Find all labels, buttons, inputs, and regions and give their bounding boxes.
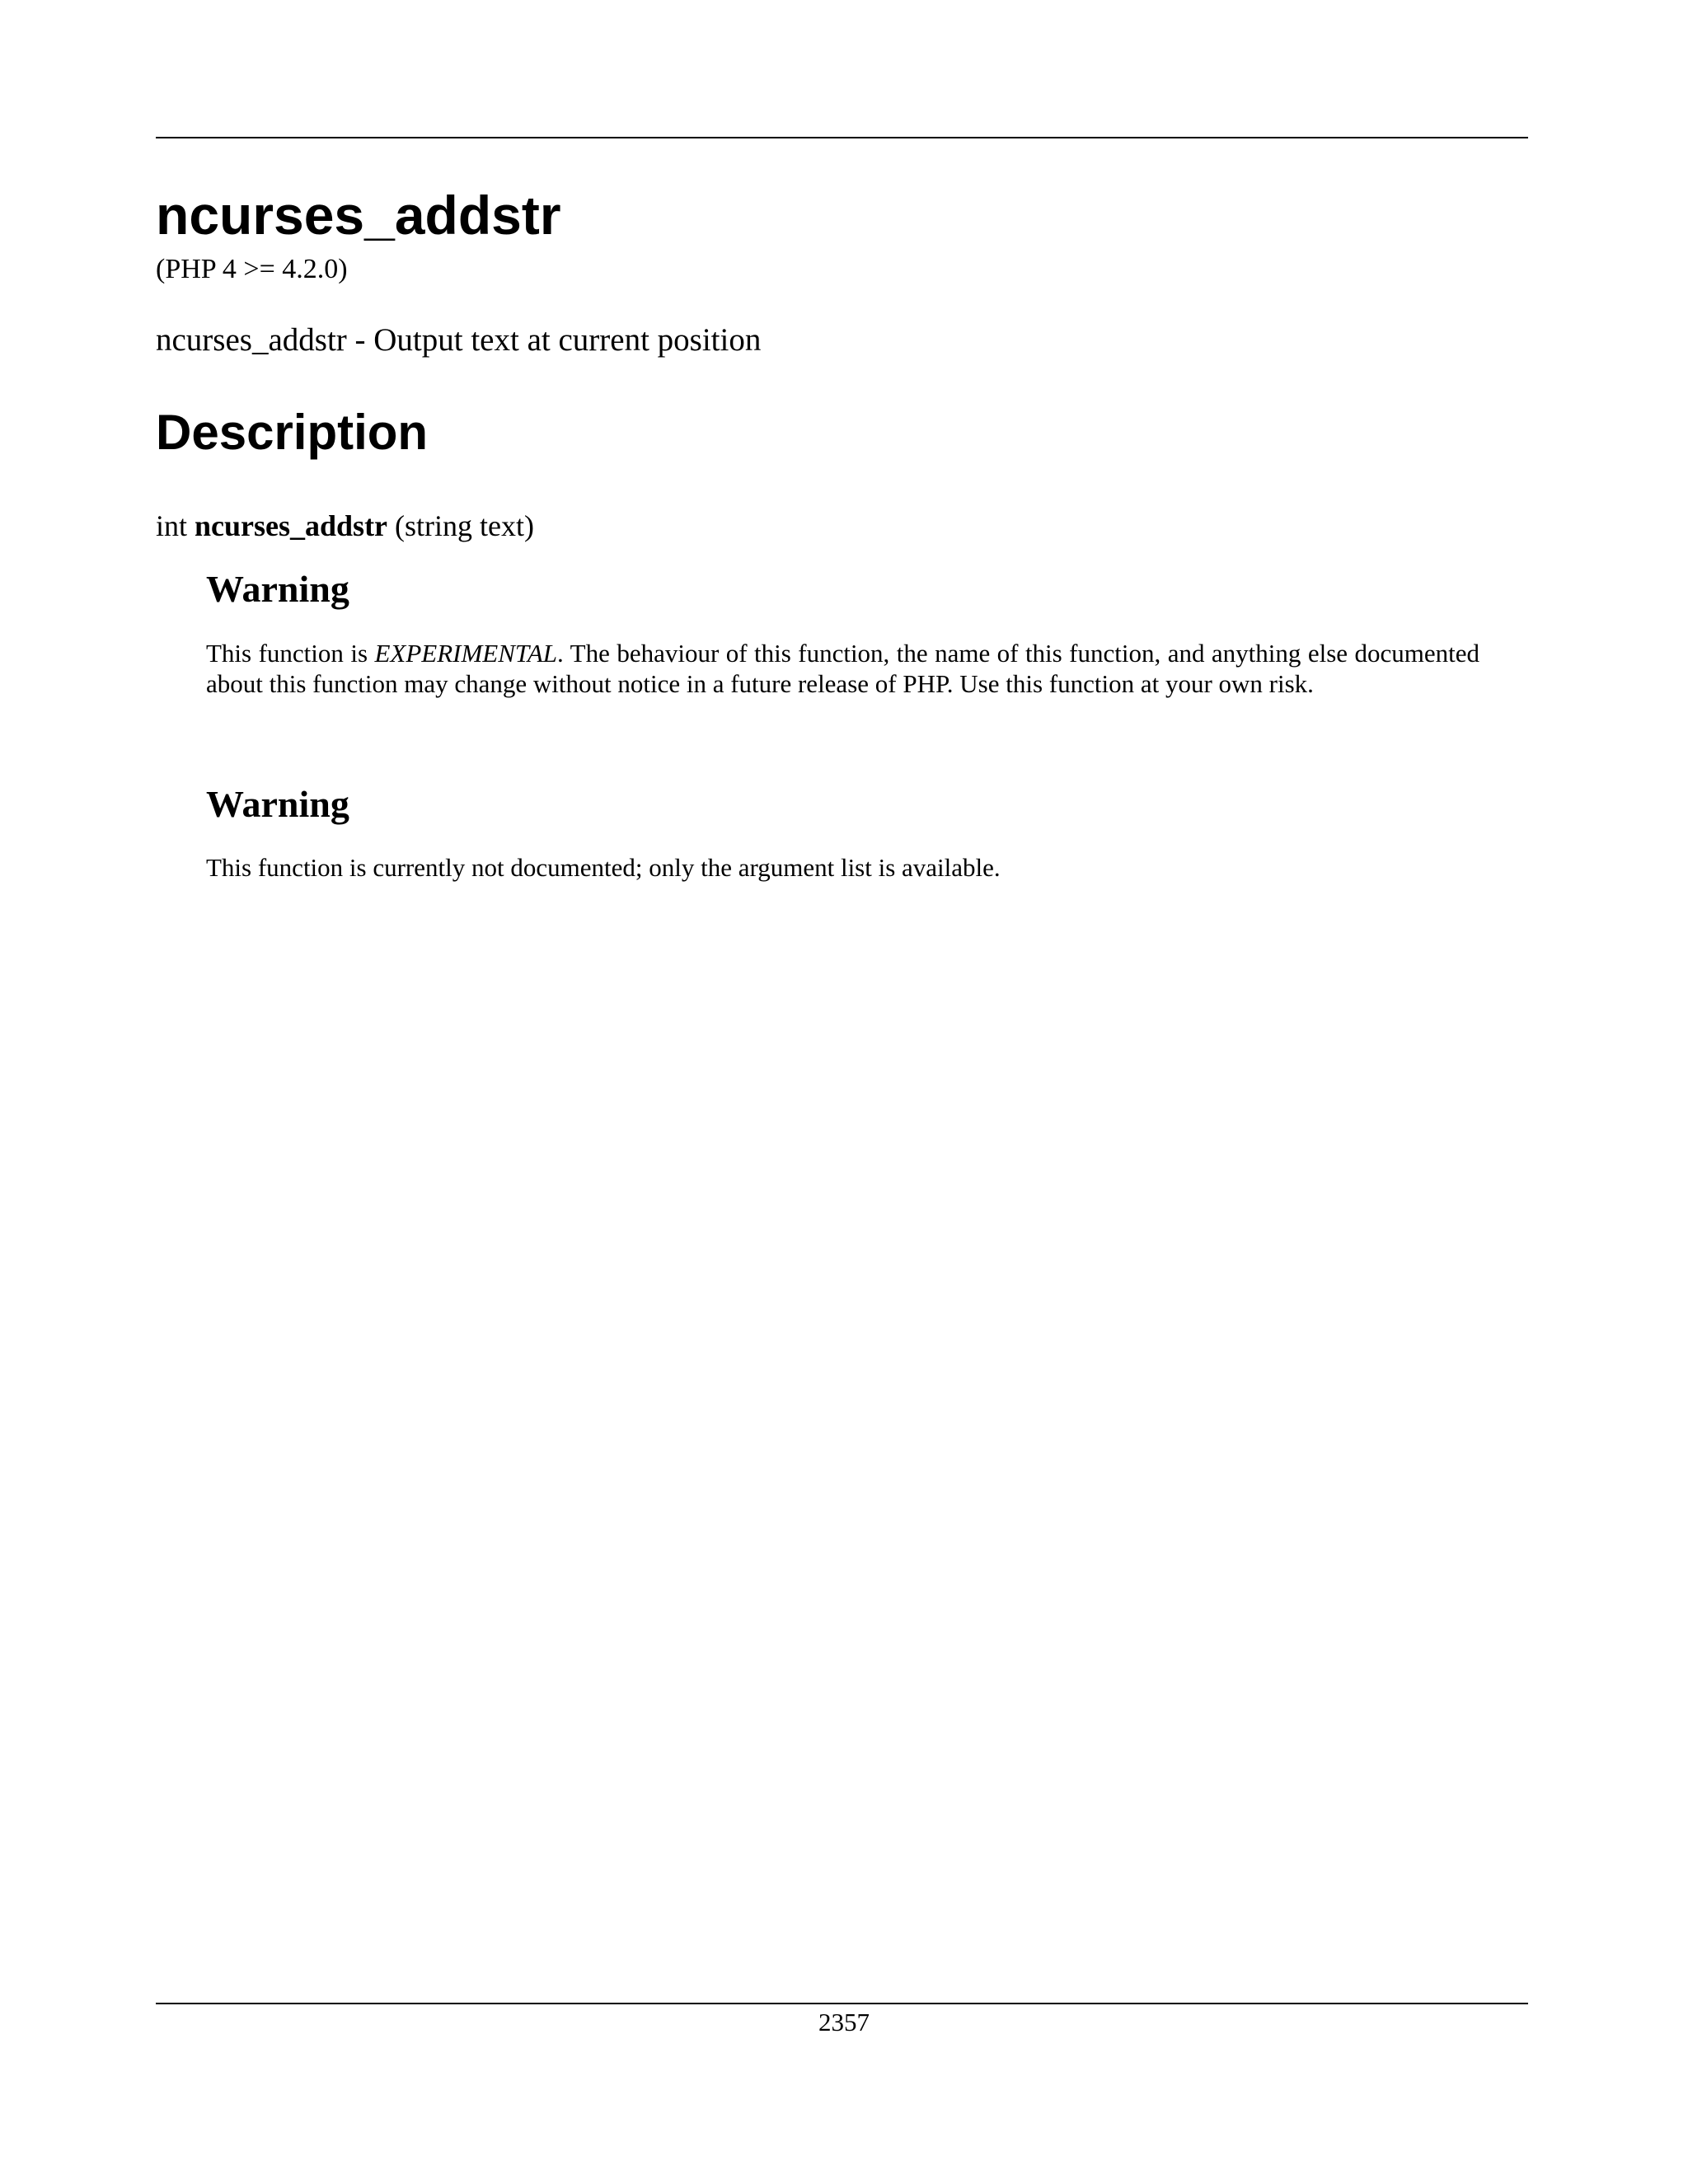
return-type: int bbox=[156, 509, 188, 542]
page-number: 2357 bbox=[818, 2008, 870, 2036]
footer-rule bbox=[156, 2003, 1528, 2004]
warning-text-experimental bbox=[206, 638, 1479, 699]
warning-text-undocumented: This function is currently not documented; only the argument list is available. bbox=[206, 853, 1001, 882]
warning-text-start: This function is bbox=[206, 639, 375, 668]
experimental-emphasis: EXPERIMENTAL bbox=[374, 639, 558, 668]
warning-text-end: . The behaviour of this function, the name of this function, and anything else documented about this function may change without notice in a future release of PHP. Use this function at your own risk. bbox=[206, 639, 1479, 698]
section-heading-description: Description bbox=[156, 405, 429, 460]
function-purpose: ncurses_addstr - Output text at current position bbox=[156, 322, 762, 358]
header-rule bbox=[156, 137, 1528, 138]
version-info: (PHP 4 >= 4.2.0) bbox=[156, 254, 348, 284]
function-name: ncurses_addstr bbox=[195, 509, 388, 542]
warning-title-undocumented: Warning bbox=[206, 783, 349, 825]
warning-title-experimental: Warning bbox=[206, 568, 349, 610]
function-synopsis bbox=[156, 511, 534, 541]
function-params: (string text) bbox=[395, 509, 535, 542]
page-title: ncurses_addstr bbox=[156, 185, 561, 246]
